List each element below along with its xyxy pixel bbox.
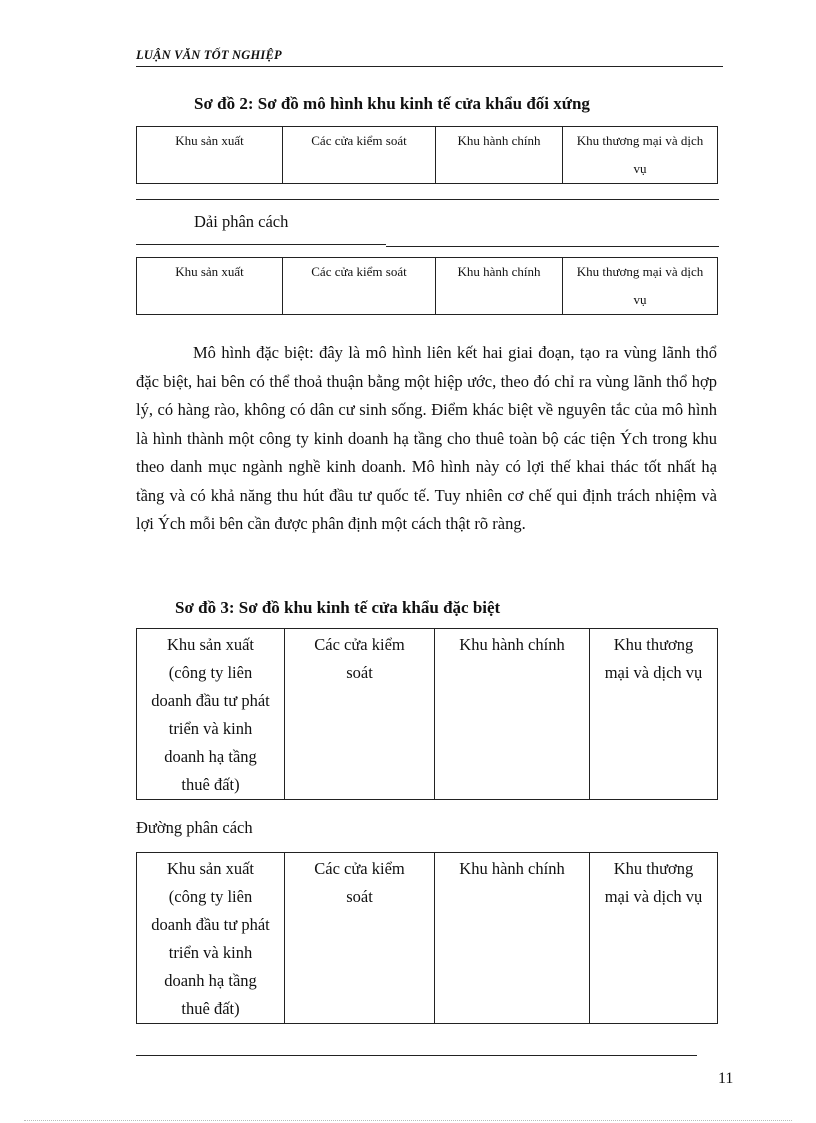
- cell-production-zone: Khu sản xuất: [137, 127, 283, 184]
- divider-rule-bottom-right: [386, 246, 719, 247]
- cell-production-zone: Khu sản xuất: [137, 258, 283, 315]
- diagram3-caption: Sơ đồ 3: Sơ đồ khu kinh tế cửa khẩu đặc biệt: [175, 598, 501, 617]
- divider-rule-bottom-left: [136, 244, 386, 245]
- diagram2-divider-label: Dải phân cách: [194, 212, 289, 231]
- cell-control-gates: Các cửa kiểm soát: [283, 127, 436, 184]
- cell-control-gates: Các cửa kiểm soát: [285, 629, 435, 800]
- running-header-title: LUẬN VĂN TỐT NGHIỆP: [136, 48, 282, 62]
- diagram2-bottom-table: [136, 257, 718, 315]
- cell-administrative-zone: Khu hành chính: [436, 127, 563, 184]
- cell-trade-service-zone: Khu thương mại và dịch vụ: [590, 853, 718, 1024]
- cell-production-zone: Khu sản xuất (công ty liên doanh đầu tư phát triển và kinh doanh hạ tầng thuê đất): [137, 629, 285, 800]
- page-number: 11: [718, 1070, 734, 1087]
- cell-administrative-zone: Khu hành chính: [435, 853, 590, 1024]
- divider-rule-top: [136, 199, 719, 200]
- table-row: [137, 127, 718, 184]
- diagram3-top-table: [136, 628, 718, 800]
- table-row: [137, 853, 718, 1024]
- cell-trade-service-zone: Khu thương mại và dịch vụ: [590, 629, 718, 800]
- cell-administrative-zone: Khu hành chính: [436, 258, 563, 315]
- diagram2-caption: Sơ đồ 2: Sơ đồ mô hình khu kinh tế cửa khẩu đối xứng: [194, 94, 590, 113]
- diagram3-divider-label: Đường phân cách: [136, 818, 253, 837]
- cell-control-gates: Các cửa kiểm soát: [285, 853, 435, 1024]
- cell-trade-service-zone: Khu thương mại và dịch vụ: [563, 258, 718, 315]
- table-row: [137, 258, 718, 315]
- header-rule: [136, 66, 723, 67]
- cell-control-gates: Các cửa kiểm soát: [283, 258, 436, 315]
- body-paragraph: Mô hình đặc biệt: đây là mô hình liên kết hai giai đoạn, tạo ra vùng lãnh thổ đặc biệt, hai bên có thể thoả thuận bằng một hiệp ước, theo đó chỉ ra vùng lãnh thổ hợp lý, có hàng rào, không có dân cư sinh sống. Điểm khác biệt về nguyên tắc của mô hình là hình thành một công ty kinh doanh hạ tầng cho thuê toàn bộ các tiện Ých trong khu theo danh mục ngành nghề kinh doanh. Mô hình này có lợi thế khai thác tốt nhất hạ tầng và có khả năng thu hút đầu tư quốc tế. Tuy nhiên cơ chế qui định trách nhiệm và lợi Ých mỗi bên cần được phân định một cách thật rõ ràng.: [136, 343, 717, 533]
- footer-rule: [136, 1055, 697, 1056]
- cell-trade-service-zone: Khu thương mại và dịch vụ: [563, 127, 718, 184]
- cell-administrative-zone: Khu hành chính: [435, 629, 590, 800]
- diagram2-top-table: [136, 126, 718, 184]
- diagram3-bottom-table: [136, 852, 718, 1024]
- page-edge: [24, 1120, 792, 1121]
- table-row: [137, 629, 718, 800]
- cell-production-zone: Khu sản xuất (công ty liên doanh đầu tư phát triển và kinh doanh hạ tầng thuê đất): [137, 853, 285, 1024]
